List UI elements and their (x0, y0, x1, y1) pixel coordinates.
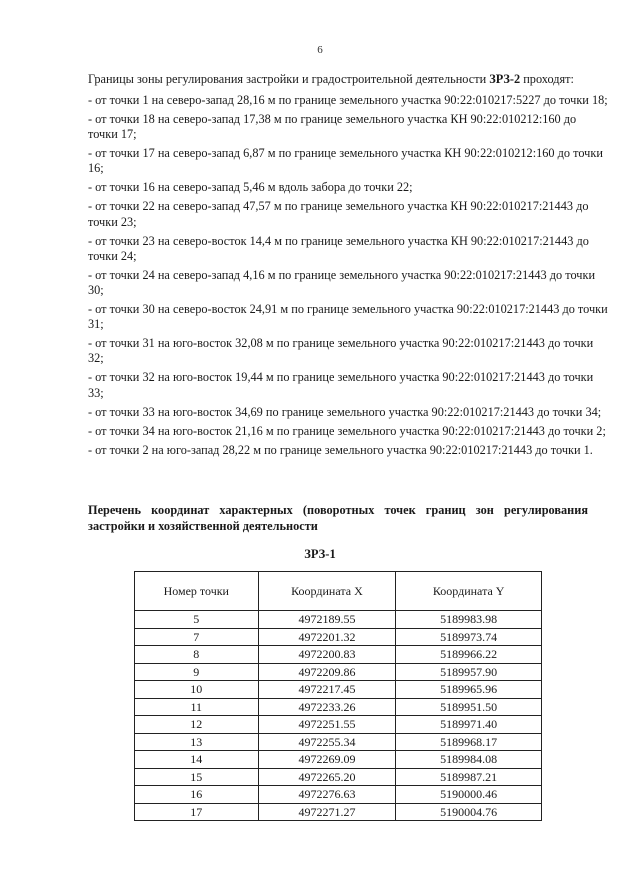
cell-coordinate-x: 4972217.45 (258, 681, 396, 699)
boundary-item: - от точки 34 на юго-восток 21,16 м по границе земельного участка 90:22:010217:21443 до точки 2; (88, 423, 606, 438)
boundary-item: - от точки 16 на северо-запад 5,46 м вдоль забора до точки 22; (88, 180, 413, 195)
cell-coordinate-x: 4972251.55 (258, 716, 396, 734)
cell-point-number: 10 (135, 681, 259, 699)
cell-coordinate-x: 4972271.27 (258, 803, 396, 821)
header-point-number: Номер точки (135, 572, 259, 611)
intro-suffix: проходят: (520, 72, 574, 86)
table-row (135, 646, 542, 664)
table-row (135, 663, 542, 681)
cell-coordinate-y: 5189968.17 (396, 733, 542, 751)
boundary-item: - от точки 18 на северо-запад 17,38 м по границе земельного участка КН 90:22:010212:160 до точки 17; (88, 112, 577, 142)
cell-coordinate-y: 5190000.46 (396, 786, 542, 804)
cell-coordinate-x: 4972209.86 (258, 663, 396, 681)
cell-coordinate-x: 4972255.34 (258, 733, 396, 751)
cell-point-number: 16 (135, 786, 259, 804)
cell-coordinate-y: 5189966.22 (396, 646, 542, 664)
cell-coordinate-x: 4972265.20 (258, 768, 396, 786)
boundary-item: - от точки 22 на северо-запад 47,57 м по границе земельного участка КН 90:22:010217:21443 до точки 23; (88, 199, 589, 229)
cell-coordinate-x: 4972201.32 (258, 628, 396, 646)
boundary-item: - от точки 30 на северо-восток 24,91 м по границе земельного участка 90:22:010217:21443 до точки 31; (88, 302, 608, 332)
cell-point-number: 15 (135, 768, 259, 786)
boundary-item: - от точки 31 на юго-восток 32,08 м по границе земельного участка 90:22:010217:21443 до точки 32; (88, 336, 594, 366)
cell-coordinate-y: 5189951.50 (396, 698, 542, 716)
table-header-row (135, 572, 542, 611)
boundary-item: - от точки 23 на северо-восток 14,4 м по границе земельного участка КН 90:22:010217:21443 до точки 24; (88, 233, 589, 263)
page-number: 6 (317, 44, 323, 56)
boundary-list (88, 93, 608, 458)
cell-point-number: 7 (135, 628, 259, 646)
cell-coordinate-y: 5189965.96 (396, 681, 542, 699)
cell-point-number: 17 (135, 803, 259, 821)
header-coordinate-y: Координата Y (396, 572, 542, 611)
coordinates-list-heading: Перечень координат характерных (поворотных точек границ зон регулирования застройки и хозяйственной деятельности (88, 503, 588, 533)
boundary-item: - от точки 33 на юго-восток 34,69 по границе земельного участка 90:22:010217:21443 до точки 34; (88, 404, 602, 419)
table-row (135, 681, 542, 699)
intro-text: Границы зоны регулирования застройки и градостроительной деятельности (88, 72, 490, 86)
cell-coordinate-x: 4972200.83 (258, 646, 396, 664)
boundary-item: - от точки 17 на северо-запад 6,87 м по границе земельного участка КН 90:22:010212:160 до точки 16; (88, 146, 603, 176)
table-row (135, 786, 542, 804)
table-row (135, 733, 542, 751)
cell-point-number: 8 (135, 646, 259, 664)
cell-coordinate-y: 5189971.40 (396, 716, 542, 734)
cell-coordinate-y: 5189957.90 (396, 663, 542, 681)
table-title: ЗРЗ-1 (304, 547, 336, 561)
cell-point-number: 13 (135, 733, 259, 751)
table-row (135, 628, 542, 646)
cell-coordinate-y: 5189983.98 (396, 611, 542, 629)
table-row (135, 803, 542, 821)
table-row (135, 716, 542, 734)
boundary-item: - от точки 2 на юго-запад 28,22 м по границе земельного участка 90:22:010217:21443 до точки 1. (88, 442, 593, 457)
cell-coordinate-y: 5189973.74 (396, 628, 542, 646)
table-row (135, 611, 542, 629)
cell-point-number: 11 (135, 698, 259, 716)
cell-point-number: 14 (135, 751, 259, 769)
cell-coordinate-y: 5190004.76 (396, 803, 542, 821)
cell-coordinate-x: 4972276.63 (258, 786, 396, 804)
cell-coordinate-y: 5189984.08 (396, 751, 542, 769)
cell-point-number: 9 (135, 663, 259, 681)
table-row (135, 698, 542, 716)
cell-coordinate-x: 4972233.26 (258, 698, 396, 716)
header-coordinate-x: Координата X (258, 572, 396, 611)
table-row (135, 768, 542, 786)
zone-name: ЗРЗ-2 (489, 72, 521, 86)
boundary-item: - от точки 24 на северо-запад 4,16 м по границе земельного участка 90:22:010217:21443 до точки 30; (88, 267, 596, 298)
boundary-item: - от точки 1 на северо-запад 28,16 м по границе земельного участка 90:22:010217:5227 до точки 18; (88, 93, 608, 107)
cell-point-number: 5 (135, 611, 259, 629)
intro-paragraph (88, 72, 608, 87)
cell-coordinate-x: 4972189.55 (258, 611, 396, 629)
cell-point-number: 12 (135, 716, 259, 734)
cell-coordinate-y: 5189987.21 (396, 768, 542, 786)
cell-coordinate-x: 4972269.09 (258, 751, 396, 769)
coordinates-table (134, 571, 542, 821)
table-row (135, 751, 542, 769)
boundary-item: - от точки 32 на юго-восток 19,44 м по границе земельного участка 90:22:010217:21443 до точки 33; (88, 370, 594, 400)
